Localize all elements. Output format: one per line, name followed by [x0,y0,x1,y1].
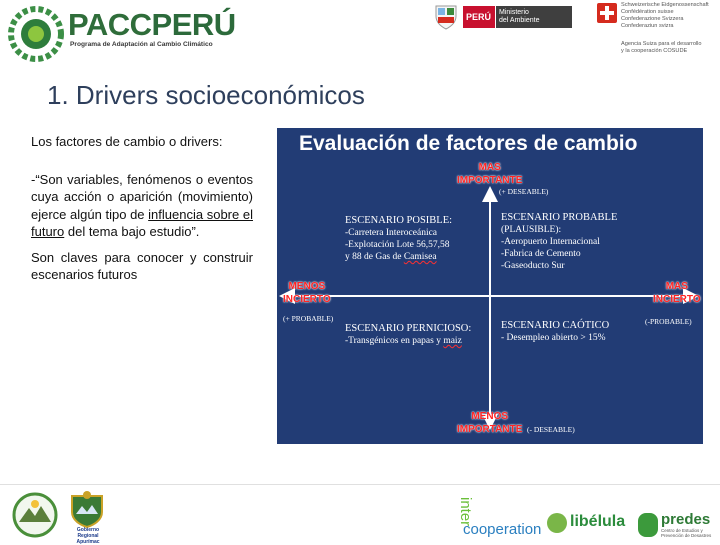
intercooperation-logo-inter: inter [457,497,474,527]
label-menos-importante: MENOS IMPORTANTE [457,411,523,435]
note-mas-probable: (+ PROBABLE) [283,314,334,323]
note-mas-deseable: (+ DESEABLE) [499,187,549,196]
peru-shield-icon [432,2,460,30]
minam-label: Ministerio del Ambiente [496,6,572,28]
quadrant-pernicioso: ESCENARIO PERNICIOSO: -Transgénicos en papas y maiz [345,323,472,346]
pacc-subtitle: Programa de Adaptación al Cambio Climático [70,41,213,48]
peru-label: PERÚ [463,6,495,28]
header-logos [0,0,720,72]
diagram-title: Evaluación de factores de cambio [299,132,638,155]
pacc-title: PACCPERÚ [68,7,236,42]
libelula-icon [547,513,567,533]
intro-text: Los factores de cambio o drivers: [31,134,223,149]
swiss-confederation-text: Schweizerische Eidgenossenschaft Confédération suisse Confederazione Svizzera Confederaziun svizra [621,2,709,29]
note-menos-deseable: (- DESEABLE) [527,425,575,434]
predes-icon [638,513,658,537]
swiss-flag-icon [597,3,617,23]
apurimac-text: Gobierno Regional Apurímac [76,527,100,545]
predes-logo: predes [661,511,711,528]
claves-text: Son claves para conocer y construir escenarios futuros [31,249,253,282]
body-text [31,133,253,284]
note-menos-probable: (-PROBABLE) [645,317,692,326]
underlined-phrase: influencia sobre el futuro [31,206,253,239]
label-mas-incierto: MAS INCIERTO [653,281,701,305]
predes-subtitle: Centro de Estudios y Prevención de Desastres [661,528,712,538]
quadrant-posible: ESCENARIO POSIBLE: -Carretera Interoceánica -Explotación Lote 56,57,58 y 88 de Gas de Camisea [345,215,453,262]
change-factors-diagram [277,128,703,444]
slide-title: 1. Drivers socioeconómicos [47,80,365,110]
footer-divider [0,484,720,485]
definition-quote: -“Son variables, fenómenos o eventos cuya acción o aparición (movimiento) ejerce algún tipo de influencia sobre el futuro del tema bajo estudio”. [31,171,253,239]
libelula-logo: libélula [570,513,626,530]
quadrant-caotico: ESCENARIO CAÓTICO - Desempleo abierto > 15% [501,320,610,343]
label-mas-importante: MAS IMPORTANTE [457,162,523,186]
regional-seal-icon [11,492,59,538]
cosude-text: Agencia Suiza para el desarrollo y la cooperación COSUDE [621,41,702,54]
label-menos-incierto: MENOS INCIERTO [283,281,331,305]
intercooperation-logo-cooperation: cooperation [463,521,542,538]
quadrant-probable: ESCENARIO PROBABLE (PLAUSIBLE): -Aeropuerto Internacional -Fabrica de Cemento -Gaseoducto Sur [501,212,618,271]
pacc-logo-icon [8,6,64,62]
